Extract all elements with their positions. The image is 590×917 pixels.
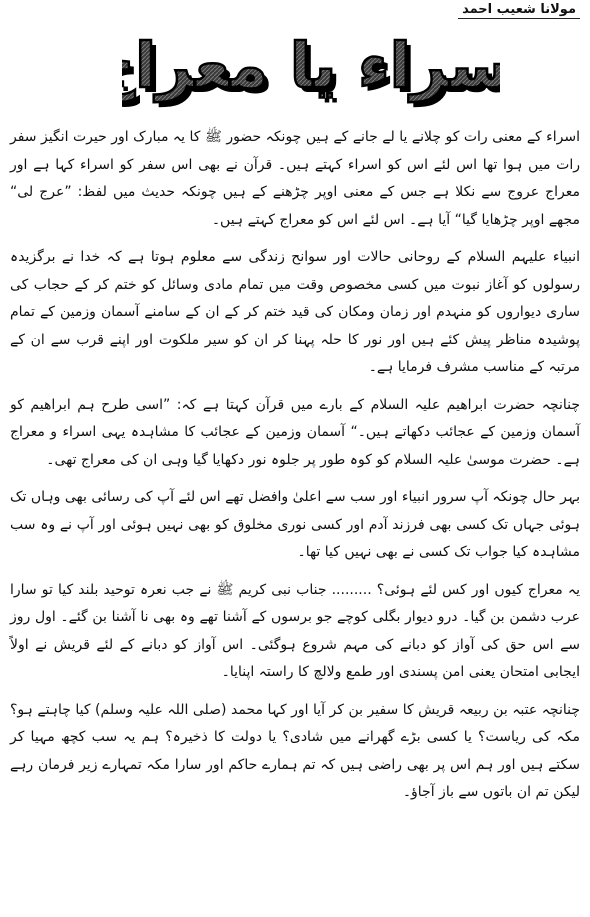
article-title-banner — [122, 28, 500, 110]
article-paragraph: چنانچہ حضرت ابراھیم علیہ السلام کے بارے میں قرآن کہتا ہے کہ: ”اسی طرح ہم ابراھیم کو آسمان وزمین کے عجائب دکھاتے ہیں۔“ آسمان وزمین کے عجائب کا مشاہدہ یہی اسراء و معراج ہے۔ حضرت موسیٰ علیہ السلام کو کوہ طور پر جلوہ نور دکھایا گیا وہی ان کی معراج تھی۔ — [10, 396, 580, 468]
article-paragraph: یہ معراج کیوں اور کس لئے ہوئی؟ ......... جناب نبی کریم ﷺ نے جب نعرہ توحید بلند کیا تو سارا عرب دشمن بن گیا۔ درو دیوار بگلی کوچے جو برسوں کے آشنا تھے وہ بھی نا آشنا بن گئے۔ اول روز سے اس حق کی آواز کو دبانے کی مہم شروع ہوگئی۔ اس آواز کو دبانے کے لئے قریش نے اولاً ایجابی امتحان یعنی امن پسندی اور طمع ولالچ کا راستہ اپنایا۔ — [10, 581, 580, 680]
article-paragraph: انبیاء علیہم السلام کے روحانی حالات اور سوانح زندگی سے معلوم ہوتا ہے کہ خدا نے برگزیدہ رسولوں کو آغاز نبوت میں کسی مخصوص وقت میں تمام مادی وسائل کو ختم کر کے حجاب کی ساری دیواروں کو منہدم اور زمان ومکان کی قید ختم کر کے ان کے سامنے آسمان وزمین کے تمام پوشیدہ مناظر پیش کئے ہیں اور نور کا حلہ پہنا کر ان کو سیر ملکوت اور اپنے قرب سے ان کے مرتبہ کے مناسب مشرف فرمایا ہے۔ — [10, 249, 580, 375]
article-paragraph: بہر حال چونکہ آپ سرور انبیاء اور سب سے اعلیٰ وافضل تھے اس لئے آپ کی رسائی بھی وہاں تک ہوئی جہاں تک کسی بھی فرزند آدم اور کسی نوری مخلوق کو بھی نہیں ہوئی اور آپ نے وہ سب مشاہدہ کیا جواب تک کسی نے بھی نہیں کیا تھا۔ — [10, 489, 580, 560]
article-title-shadow: سراء یا معرا — [139, 34, 500, 107]
article-title: سراء یا معرا — [134, 29, 500, 102]
author-byline: مولانا شعیب احمد — [458, 2, 580, 19]
article-paragraph: چنانچہ عتبہ بن ربیعہ قریش کا سفیر بن کر آیا اور کہا محمد (صلی اللہ علیہ وسلم) کیا چاہتے ہو؟ مکہ کی ریاست؟ یا کسی بڑے گھرانے میں شادی؟ یا دولت کا ذخیرہ؟ ہم یہ سب کچھ مہیا کر سکتے ہیں اور ہم اس پر بھی راضی ہیں کہ تم ہمارے حاکم اور سارا مکہ تمہارے زیر فرمان رہے لیکن تم ان باتوں سے باز آجاؤ۔ — [10, 701, 580, 800]
article-paragraph: اسراء کے معنی رات کو چلانے یا لے جانے کے ہیں چونکہ حضور ﷺ کا یہ مبارک اور حیرت انگیز سفر رات میں ہوا تھا اس لئے اس کو اسراء کہتے ہیں۔ قرآن نے بھی اس سفر کو اسراء کہا ہے اور معراج عروج سے نکلا ہے جس کے معنی اوپر چڑھنے کے ہیں چونکہ حدیث میں لفظ: ”عرج لی“ مجھے اوپر چڑھایا گیا“ آیا ہے۔ اس لئے اس کو معراج کہتے ہیں۔ — [10, 129, 580, 228]
article-body — [10, 124, 580, 807]
title-graphic — [122, 28, 500, 110]
